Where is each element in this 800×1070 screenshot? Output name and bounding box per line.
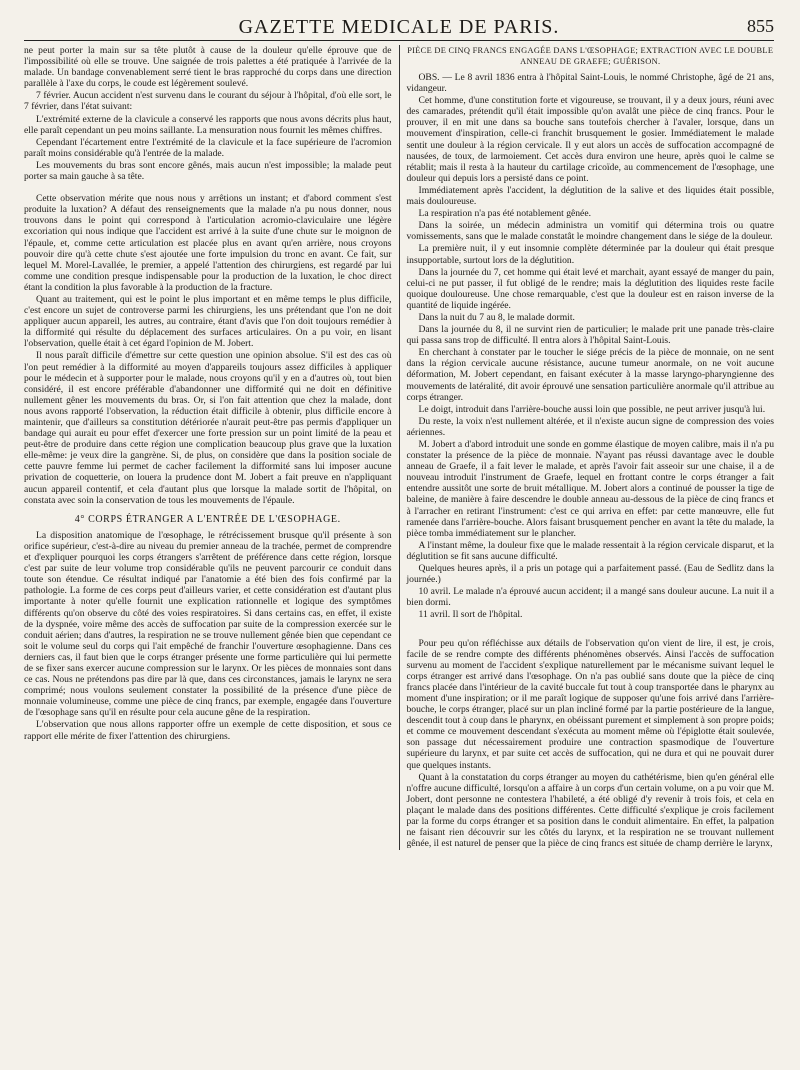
paragraph: M. Jobert a d'abord introduit une sonde en gomme élastique de moyen calibre, mais il n'a pu constater la présence de la pièce de monnaie. N'ayant pas réussi davantage avec le double anneau de Graefe, il a fait lever le malade, et après l'avoir fait asseoir sur une chaise, il a de nouveau introduit l'instrument de Graefe, lequel en frottant contre le corps étranger a fait entendre aussitôt une sorte de bruit métallique. M. Jobert alors a continué de pousser la tige de baleine, de manière à faire descendre le double anneau au-dessous de la pièce de cinq francs et à l'arracher en retirant l'instrument: c'est ce qui arriva en effet: par cette manœuvre, elle fut ramenée dans l'arrière-bouche. Alors faisant brusquement pencher en avant la tête du malade, la pièce tomba immédiatement sur le plancher. (406, 439, 774, 539)
paragraph: La disposition anatomique de l'œsophage, le rétrécissement brusque qu'il présente à son orifice supérieur, c'est-à-dire au niveau du premier anneau de la trachée, permet de comprendre et d'expliquer pourquoi les corps étrangers s'arrêtent de préférence dans cette région, lorsque c'est par suite de leur volume trop considérable qu'ils ne peuvent parcourir ce conduit dans toute son étendue. Ce résultat indiqué par l'anatomie a été bien des fois confirmé par la pathologie. La forme de ces corps peut d'ailleurs varier, et cette considération est d'autant plus importante à noter qu'elle fournit une explication rationnelle et logique des symptômes différents qu'on observe du côté des voies respiratoires. Si dans certains cas, en effet, il existe de la dyspnée, voire même des accès de suffocation par suite de la compression exercée sur le conduit aérien; dans d'autres, la respiration ne se trouve nullement gênée bien que cependant ce soit le volume seul du corps qui l'ait empêché de franchir l'ouverture œsophagienne. Dans ces derniers cas, il faut bien que le corps étranger présente une forme particulière qui lui permette de se fixer sans exercer aucune compression sur le larynx. Or les pièces de monnaies sont dans ce cas. Nous ne prétendons pas dire par là que, dans ces circonstances, jamais le larynx ne sera comprimé; nous voulons seulement constater la possibilité de la présence d'une pièce de monnaie volumineuse, comme une pièce de cinq francs, par exemple, engagée dans l'ouverture de l'œsophage sans qu'il en résulte pour cela aucune gêne de la respiration. (24, 529, 392, 719)
paragraph: 7 février. Aucun accident n'est survenu dans le courant du séjour à l'hôpital, d'où elle sort, le 7 février, dans l'état suivant: (24, 90, 392, 113)
paragraph: Quant à la constatation du corps étranger au moyen du cathétérisme, bien qu'en général elle n'offre aucune difficulté, lorsqu'on a affaire à un corps d'un certain volume, on a pu voir que M. Jobert, dont personne ne contestera l'habileté, a été obligé d'y revenir à trois fois, et cela en plaçant le malade dans des positions différentes. Cette difficulté s'explique je crois facilement par la forme du corps étranger et sa position dans le conduit alimentaire. En effet, la palpation ne faisant rien découvrir sur les côtés du larynx, et la respiration ne se trouvant nullement gênée, il est naturel de penser que la pièce de cinq francs est située de champ derrière le larynx, (406, 771, 774, 850)
paragraph: A l'instant même, la douleur fixe que le malade ressentait à la région cervicale disparut, et la déglutition se fit sans aucune difficulté. (406, 539, 774, 562)
text-columns (24, 45, 774, 850)
paragraph: L'observation que nous allons rapporter offre un exemple de cette disposition, et sous ce rapport elle mérite de fixer l'attention des chirurgiens. (24, 719, 392, 742)
paragraph: 10 avril. Le malade n'a éprouvé aucun accident; il a mangé sans douleur aucune. La nuit il a bien dormi. (406, 586, 774, 609)
paragraph: 11 avril. Il sort de l'hôpital. (418, 609, 523, 621)
observation-title: PIÈCE DE CINQ FRANCS ENGAGÉE DANS L'ŒSOPHAGE; EXTRACTION AVEC LE DOUBLE ANNEAU DE GRAEFE; GUÉRISON. (407, 46, 774, 66)
paragraph: Dans la soirée, un médecin administra un vomitif qui détermina trois ou quatre vomissements, sans que le malade constatât le moindre changement dans le siége de la douleur. (406, 220, 774, 243)
paragraph: Dans la journée du 7, cet homme qui était levé et marchait, ayant essayé de manger du pain, celui-ci ne put passer, il fut obligé de le rendre; mais la déglutition des liquides reste facile quoique douloureuse. Une chose remarquable, c'est que la douleur est en raison inverse de la quantité de liquide ingérée. (406, 266, 774, 311)
paragraph: ne peut porter la main sur sa tête plutôt à cause de la douleur qu'elle éprouve que de l'impossibilité où elle se trouve. Une saignée de trois palettes a été pratiquée à l'arrivée de la malade. Un bandage convenablement serré tient le bras rapproché du corps dans une direction parallèle à l'axe du corps, le coude est légèrement soulevé. (24, 45, 392, 90)
paragraph: Pour peu qu'on réfléchisse aux détails de l'observation qu'on vient de lire, il est, je crois, facile de se rendre compte des différents phénomènes observés. Ainsi l'accès de suffocation survenu au moment de l'accident s'explique naturellement par le mécanisme suivant lequel le corps étranger est arrivé dans l'œsophage. On n'a pas oublié sans doute que la pièce de cinq francs placée dans l'intérieur de la cavité buccale fut tout à coup transportée dans le pharynx au moment d'une inspiration; or il me paraît logique de supposer qu'une fois arrivé dans l'arrière-bouche, le corps étranger, placé sur un plan incliné formé par la partie postérieure de la langue, descendit tout à coup dans le pharynx, en obéissant purement et simplement à son propre poids; et comme ce mouvement descendant s'exécuta au moment même où l'épiglotte était soulevée, son passage dut nécessairement produire une contraction spasmodique de l'ouverture supérieure du larynx, et par suite cet accès de suffocation, qui ne dura et qui ne pouvait durer que quelques instants. (406, 637, 774, 771)
section-title: 4° CORPS ÉTRANGER A L'ENTRÉE DE L'ŒSOPHAGE. (74, 513, 341, 525)
paragraph: Cet homme, d'une constitution forte et vigoureuse, se trouvant, il y a deux jours, réuni avec des camarades, prétendit qu'il était impossible qu'on avalât une pièce de cinq francs. Pour le prouver, il en mit une dans sa bouche sans toutefois chercher à l'avaler, lorsque, dans un mouvement d'inspiration, celle-ci franchit brusquement le gosier. Immédiatement le malade sentit une douleur à la région cervicale. Il y eut alors un accès de suffocation accompagné de nausées, de toux, de larmoiement. Cet accès dura environ une heure, après quoi le calme se rétablit; mais il resta à la hauteur du cartilage cricoïde, au commencement de l'œsophage, une douleur qui depuis lors a persisté dans ce point. (406, 95, 774, 184)
paragraph: Dans la nuit du 7 au 8, le malade dormit. (418, 311, 575, 323)
paragraph: Quelques heures après, il a pris un potage qui a parfaitement passé. (Eau de Sedlitz dans la journée.) (406, 563, 774, 586)
page-header (24, 14, 774, 41)
paragraph: Les mouvements du bras sont encore gênés, mais aucun n'est impossible; la malade peut porter sa main gauche à sa tête. (24, 159, 392, 183)
paragraph: En cherchant à constater par le toucher le siége précis de la pièce de monnaie, on ne sent dans la région cervicale aucune résistance, aucune tumeur anormale, on ne voit aucune déformation, M. Jobert cependant, en faisant exécuter à la masse laryngo-pharyngienne des mouvements de latéralité, dit avoir éprouvé une sensation particulière anormale qu'il attribue au corps étranger. (406, 347, 774, 403)
paragraph: Immédiatement après l'accident, la déglutition de la salive et des liquides était possible, mais douloureuse. (406, 184, 774, 208)
paragraph: Dans la journée du 8, il ne survint rien de particulier; le malade prit une panade très-claire qui passa sans trop de difficulté. Il entra alors à l'hôpital Saint-Louis. (406, 324, 774, 347)
paragraph: L'extrémité externe de la clavicule a conservé les rapports que nous avons décrits plus haut, elle paraît cependant un peu moins saillante. La mensuration nous fournit les mêmes chiffres. (24, 113, 392, 136)
paragraph: Il nous paraît difficile d'émettre sur cette question une opinion absolue. S'il est des cas où l'on peut remédier à la difformité au moyen d'appareils toujours assez difficiles à appliquer pour le médecin et à supporter pour le malade, nous croyons qu'il y en a d'autres où, tout bien considéré, il est encore préférable d'abandonner une difformité qui ne doit en définitive nullement gêner les mouvements du bras. Or, si l'on fait attention que chez la malade, dont nous avons rapporté l'observation, la réduction était difficile à obtenir, plus difficile encore à maintenir, que d'ailleurs sa constitution détériorée n'aurait peut-être pas permis d'appliquer un bandage qui aurait eu pour effet d'exercer une forte pression sur un point limité de la peau et peut-être de produire dans cette région une complication beaucoup plus grave que la luxation elle-même: je veux dire la gangrène. Si, de plus, on considère que dans la position sociale de cette pauvre femme lui permet de cacher facilement la difformité sans lui imposer aucune privation de coquetterie, on louera la prudence dont M. Jobert a fait preuve en n'appliquant aucun appareil contentif, et cela d'autant plus que lorsque la malade sortit de l'hôpital, on constata avec soin la conservation de tous les mouvements de l'épaule. (24, 350, 392, 506)
paragraph: Cette observation mérite que nous nous y arrêtions un instant; et d'abord comment s'est produite la luxation? A défaut des renseignements que la malade n'a pu nous donner, nous trouvons dans le point qui correspond à l'articulation acromio-claviculaire une légère excoriation qui nous indique que l'accident est arrivé à la suite d'une chute sur le moignon de l'épaule, et, comme cette articulation est placée plus en avant qu'en arrière, nous croyons pouvoir dire qu'à cette chute s'est ajoutée une forte impulsion du tronc en avant. Ce fait, sur lequel M. Morel-Lavallée, le premier, a appelé l'attention des chirurgiens, est regardé par lui comme une condition presque indispensable pour la production de la luxation, le choc direct étant la condition la plus favorable à la production de la fracture. (24, 193, 392, 293)
right-column (407, 45, 775, 850)
paragraph: OBS. — Le 8 avril 1836 entra à l'hôpital Saint-Louis, le nommé Christophe, âgé de 21 ans, vidangeur. (406, 72, 774, 95)
paragraph: Le doigt, introduit dans l'arrière-bouche aussi loin que possible, ne peut arriver jusqu'à lui. (418, 403, 766, 415)
left-column (24, 45, 392, 850)
page-number: 855 (747, 16, 774, 36)
paragraph: La première nuit, il y eut insomnie complète déterminée par la douleur qui était presque insupportable, surtout lors de la déglutition. (406, 243, 774, 266)
paragraph: Cependant l'écartement entre l'extrémité de la clavicule et la face supérieure de l'acromion paraît moins considérable qu'à l'entrée de la malade. (24, 136, 392, 159)
paragraph: Quant au traitement, qui est le point le plus important et en même temps le plus difficile, c'est encore un sujet de controverse parmi les chirurgiens, les uns prétendant que l'on ne doit appliquer aucun appareil, les autres, au contraire, étant d'avis que l'on doit toujours remédier à la difformité qui résulte du déplacement des surfaces articulaires. On a pu voir, en lisant l'observation, quelle était à cet égard l'opinion de M. Jobert. (24, 293, 392, 350)
paragraph: La respiration n'a pas été notablement gênée. (418, 208, 591, 220)
masthead: GAZETTE MEDICALE DE PARIS. (238, 16, 560, 38)
column-divider (399, 45, 400, 850)
paragraph: Du reste, la voix n'est nullement altérée, et il n'existe aucun signe de compression des voies aériennes. (406, 415, 774, 438)
